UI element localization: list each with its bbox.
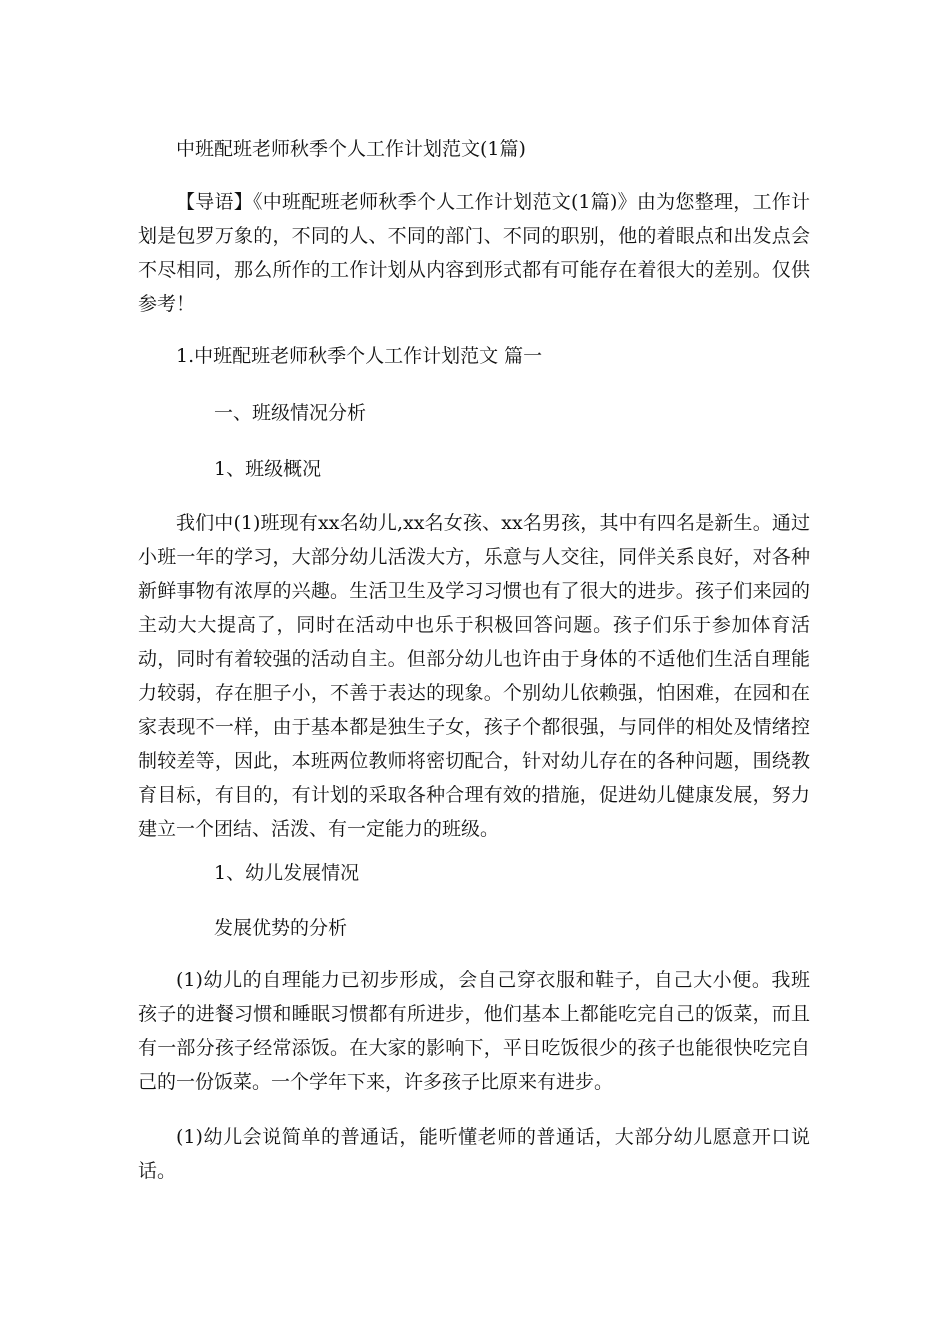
sub-heading-child-development: 1、幼儿发展情况 xyxy=(214,862,360,884)
section-heading: 1.中班配班老师秋季个人工作计划范文 篇一 xyxy=(176,345,543,367)
self-care-paragraph: (1)幼儿的自理能力已初步形成，会自己穿衣服和鞋子，自己大小便。我班孩子的进餐习惯和睡眠习惯都有所进步，他们基本上都能吃完自己的饭菜，而且有一部分孩子经常添饭。在大家的影响下，平日吃饭很少的孩子也能很快吃完自己的一份饭菜。一个学年下来，许多孩子比原来有进步。 xyxy=(138,969,810,1093)
class-overview-paragraph: 我们中(1)班现有xx名幼儿,xx名女孩、xx名男孩，其中有四名是新生。通过小班一年的学习，大部分幼儿活泼大方，乐意与人交往，同伴关系良好，对各种新鲜事物有浓厚的兴趣。生活卫生及学习习惯也有了很大的进步。孩子们来园的主动大大提高了，同时在活动中也乐于积极回答问题。孩子们乐于参加体育活动，同时有着较强的活动自主。但部分幼儿也许由于身体的不适他们生活自理能力较弱，存在胆子小，不善于表达的现象。个别幼儿依赖强，怕困难，在园和在家表现不一样，由于基本都是独生子女，孩子个都很强，与同伴的相处及情绪控制较差等，因此，本班两位教师将密切配合，针对幼儿存在的各种问题，围绕教育目标，有目的，有计划的采取各种合理有效的措施，促进幼儿健康发展，努力建立一个团结、活泼、有一定能力的班级。 xyxy=(138,512,810,840)
document-title: 中班配班老师秋季个人工作计划范文(1篇) xyxy=(176,138,526,160)
intro-paragraph: 【导语】《中班配班老师秋季个人工作计划范文(1篇)》由为您整理，工作计划是包罗万象的，不同的人、不同的部门、不同的职别，他的着眼点和出发点会不尽相同，那么所作的工作计划从内容到形式都有可能存在着很大的差别。仅供参考！ xyxy=(138,191,810,315)
sub-heading-class-analysis: 一、班级情况分析 xyxy=(214,402,367,424)
language-paragraph: (1)幼儿会说简单的普通话，能听懂老师的普通话，大部分幼儿愿意开口说话。 xyxy=(138,1126,810,1182)
sub-heading-strength-analysis: 发展优势的分析 xyxy=(214,917,348,939)
sub-heading-class-overview: 1、班级概况 xyxy=(214,458,322,480)
